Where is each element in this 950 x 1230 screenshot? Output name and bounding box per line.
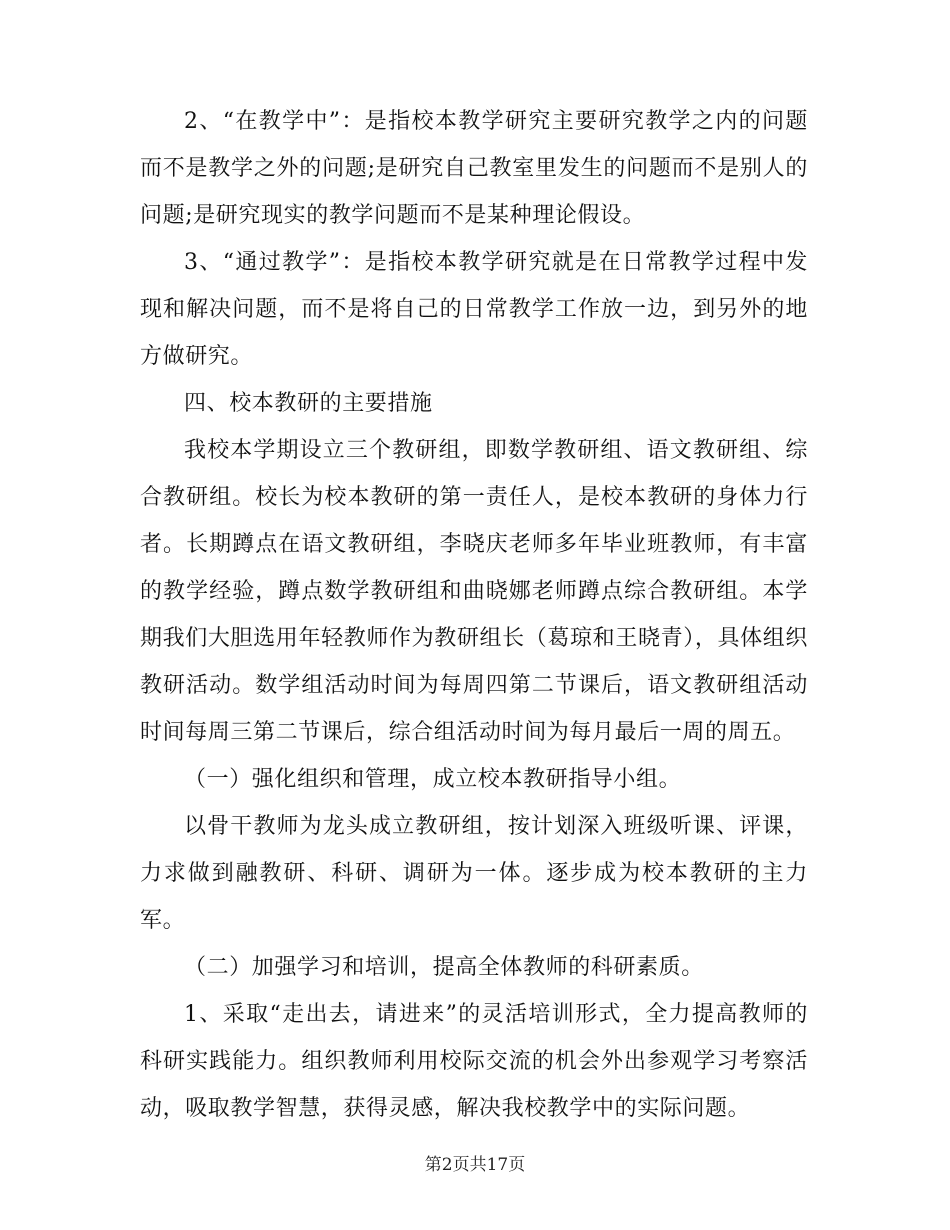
subheading-organization: （一）强化组织和管理，成立校本教研指导小组。: [184, 767, 682, 792]
paragraph-in-teaching: 2、“在教学中”：是指校本教学研究主要研究教学之内的问题而不是教学之外的问题;是研究自己教室里发生的问题而不是别人的问题;是研究现实的教学问题而不是某种理论假设。: [140, 109, 808, 228]
paragraph-training-form: 1、采取“走出去，请进来”的灵活培训形式，全力提高教师的科研实践能力。组织教师利用校际交流的机会外出参观学习考察活动，吸取教学智慧，获得灵感，解决我校教学中的实际问题。: [140, 1002, 808, 1121]
document-body: [140, 98, 808, 1132]
section-heading-measures: 四、校本教研的主要措施: [184, 391, 433, 416]
page-number-footer: 第2页共17页: [424, 1155, 526, 1175]
subheading-training: （二）加强学习和培训，提高全体教师的科研素质。: [184, 955, 704, 980]
paragraph-through-teaching: 3、“通过教学”：是指校本教学研究就是在日常教学过程中发现和解决问题，而不是将自己的日常教学工作放一边，到另外的地方做研究。: [140, 250, 808, 369]
paragraph-backbone-teachers: 以骨干教师为龙头成立教研组，按计划深入班级听课、评课，力求做到融教研、科研、调研为一体。逐步成为校本教研的主力军。: [140, 814, 808, 933]
paragraph-research-groups: 我校本学期设立三个教研组，即数学教研组、语文教研组、综合教研组。校长为校本教研的第一责任人，是校本教研的身体力行者。长期蹲点在语文教研组，李晓庆老师多年毕业班教师，有丰富的教学经验，蹲点数学教研组和曲晓娜老师蹲点综合教研组。本学期我们大胆选用年轻教师作为教研组长（葛琼和王晓青），具体组织教研活动。数学组活动时间为每周四第二节课后，语文教研组活动时间每周三第二节课后，综合组活动时间为每月最后一周的周五。: [140, 438, 808, 745]
